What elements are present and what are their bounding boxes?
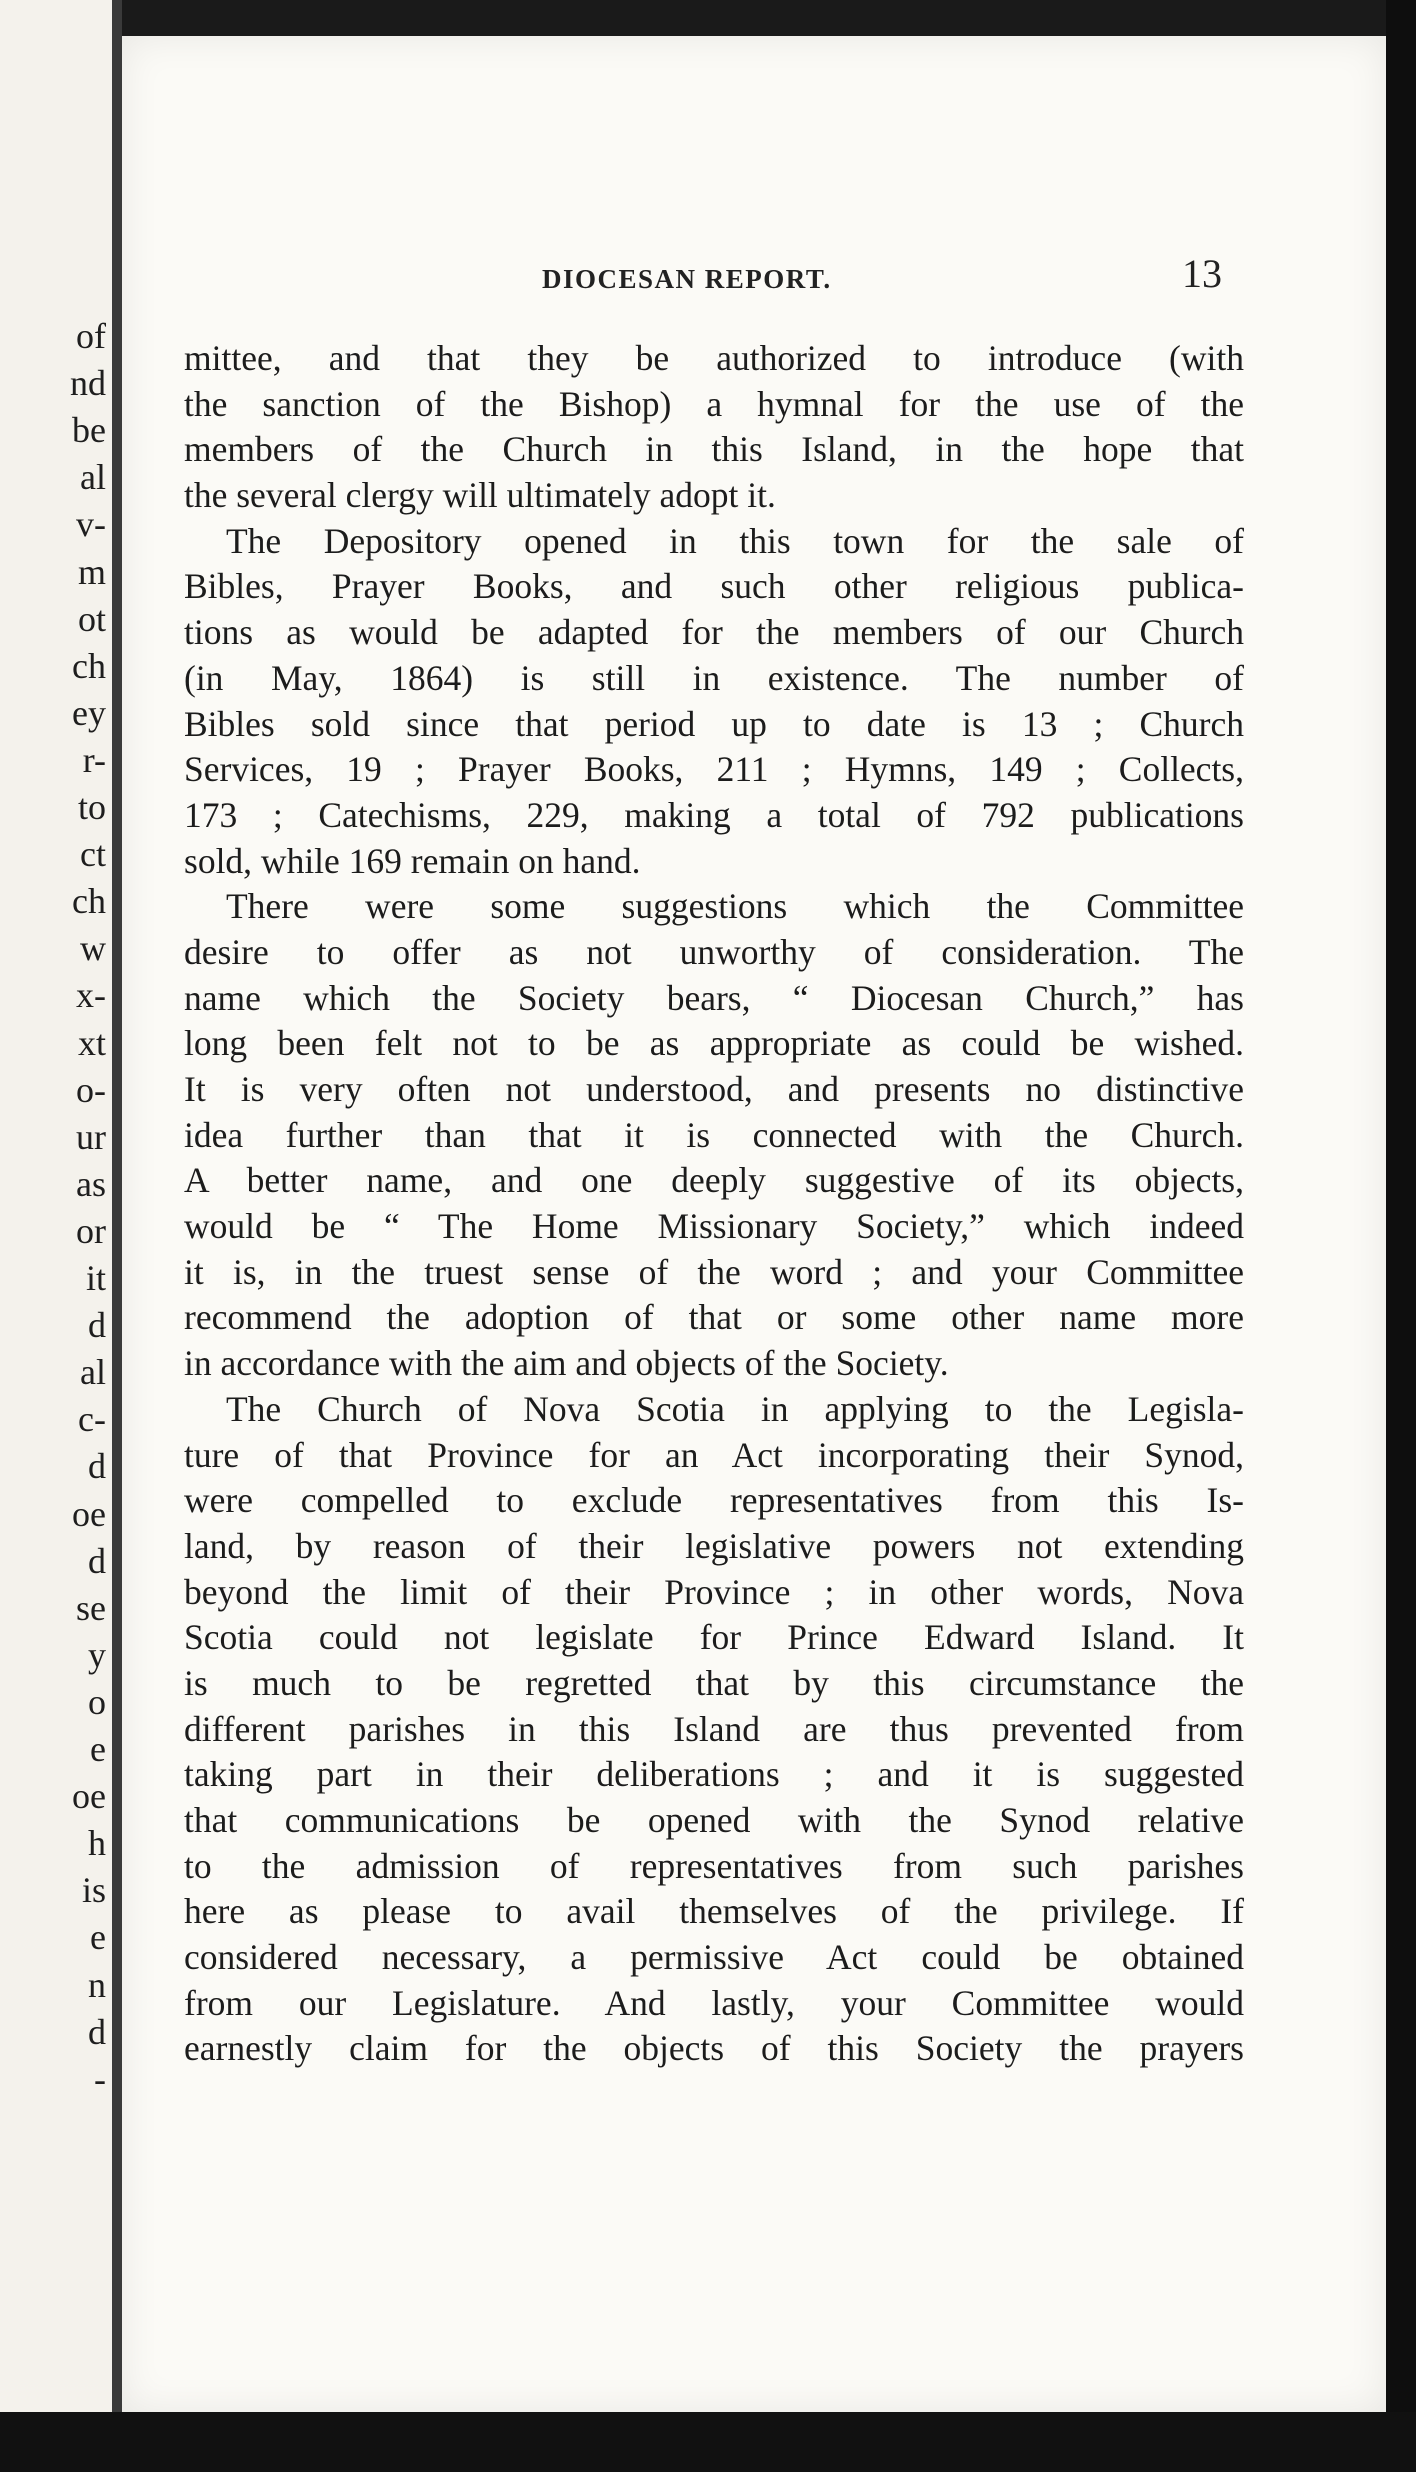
text-line: desire to offer as not unworthy of consideration. The <box>184 931 1244 972</box>
text-line: ture of that Province for an Act incorporating their Synod, <box>184 1434 1244 1475</box>
facing-page-fragment: to <box>77 787 106 827</box>
facing-page-fragment: d <box>88 1540 106 1581</box>
text-line: sold, while 169 remain on hand. <box>184 840 641 881</box>
text-line: to the admission of representatives from such parishes <box>184 1845 1244 1886</box>
text-line: mittee, and that they be authorized to introduce (with <box>184 338 1244 378</box>
facing-page-fragment: v- <box>76 504 106 545</box>
text-line: it is, in the truest sense of the word ; and your Committee <box>184 1251 1244 1292</box>
facing-page-fragment: of <box>76 316 106 356</box>
facing-page-fragment: n <box>88 1964 106 2005</box>
facing-page-fragment: m <box>77 551 106 592</box>
facing-page-fragment: ch <box>72 645 106 686</box>
facing-page-fragment: al <box>80 457 106 498</box>
text-line: from our Legislature. And lastly, your Committee would <box>184 1982 1244 2023</box>
facing-page-fragment: e <box>90 1729 106 1769</box>
running-head: DIOCESAN REPORT. <box>542 264 832 294</box>
facing-page-fragment: xt <box>77 1022 106 1063</box>
text-line: would be “ The Home Missionary Society,” which indeed <box>184 1206 1244 1247</box>
text-line: Scotia could not legislate for Prince Edward Island. It <box>184 1617 1244 1658</box>
facing-page-fragment: h <box>88 1823 106 1864</box>
text-line: different parishes in this Island are thus prevented from <box>184 1708 1244 1749</box>
text-line: taking part in their deliberations ; and it is suggested <box>184 1754 1244 1795</box>
facing-page-fragment: se <box>76 1587 106 1628</box>
text-line: earnestly claim for the objects of this Society the prayers <box>184 2028 1244 2069</box>
facing-page-fragment: - <box>94 2058 106 2099</box>
facing-page-fragment: is <box>81 1870 106 1911</box>
facing-page-fragment: ey <box>72 692 106 733</box>
facing-page-fragment: be <box>72 410 106 451</box>
text-line: idea further than that it is connected with the Church. <box>184 1114 1244 1155</box>
document-page <box>122 36 1386 2412</box>
text-line: tions as would be adapted for the members of our Church <box>184 612 1244 653</box>
facing-page-fragment: ch <box>72 881 106 922</box>
facing-page-fragment: d <box>88 2011 106 2052</box>
text-line: Bibles sold since that period up to date is 13 ; Church <box>184 703 1244 744</box>
text-line: in accordance with the aim and objects of the Society. <box>184 1343 949 1384</box>
text-line: here as please to avail themselves of the privilege. If <box>184 1891 1244 1932</box>
facing-page-fragment: o- <box>76 1069 106 1110</box>
text-line: is much to be regretted that by this circumstance the <box>184 1662 1244 1703</box>
text-line: It is very often not understood, and presents no distinctive <box>184 1069 1244 1109</box>
text-line: members of the Church in this Island, in the hope that <box>184 429 1244 470</box>
facing-page-fragment: w <box>80 928 106 969</box>
text-line: considered necessary, a permissive Act could be obtained <box>184 1937 1244 1978</box>
text-line: The Church of Nova Scotia in applying to the Legisla- <box>226 1388 1244 1429</box>
text-line: recommend the adoption of that or some other name more <box>184 1297 1244 1338</box>
facing-page-fragment: ct <box>80 834 106 875</box>
text-line: A better name, and one deeply suggestive of its objects, <box>184 1160 1244 1201</box>
text-line: that communications be opened with the Synod relative <box>184 1800 1244 1840</box>
facing-page-fragment: r- <box>82 739 106 780</box>
facing-page-fragment: o <box>88 1681 106 1722</box>
text-line: Bibles, Prayer Books, and such other religious publica- <box>184 566 1244 607</box>
text-line: 173 ; Catechisms, 229, making a total of 792 publications <box>184 794 1244 835</box>
facing-page-fragment: as <box>76 1163 106 1204</box>
facing-page-fragment: oe <box>72 1493 106 1534</box>
page-header <box>122 246 1386 306</box>
facing-page-fragment: it <box>85 1258 106 1298</box>
text-line: (in May, 1864) is still in existence. The number of <box>184 657 1244 698</box>
scan-edge-bottom <box>0 2412 1416 2472</box>
facing-page-strip <box>0 0 115 2412</box>
facing-page-fragment: al <box>80 1352 106 1393</box>
facing-page-fragment: d <box>88 1446 106 1487</box>
page-number: 13 <box>1182 251 1222 296</box>
text-line: long been felt not to be as appropriate as could be wished. <box>184 1023 1244 1064</box>
facing-page-fragment: d <box>88 1305 106 1346</box>
facing-page-fragment: x- <box>76 975 106 1016</box>
book-gutter <box>112 0 122 2440</box>
facing-page-fragment: ur <box>76 1116 106 1157</box>
facing-page-fragment: c- <box>78 1399 106 1440</box>
facing-page-fragment: or <box>76 1210 106 1251</box>
text-line: were compelled to exclude representatives from this Is- <box>184 1480 1244 1521</box>
facing-page-fragment: ot <box>77 598 106 639</box>
text-line: land, by reason of their legislative powers not extending <box>184 1525 1244 1566</box>
text-line: The Depository opened in this town for the sale of <box>226 520 1244 561</box>
text-line: the sanction of the Bishop) a hymnal for the use of the <box>184 383 1244 424</box>
text-line: There were some suggestions which the Committee <box>226 886 1244 927</box>
facing-page-fragment: oe <box>72 1776 106 1817</box>
text-line: name which the Society bears, “ Diocesan Church,” has <box>184 977 1244 1018</box>
text-line: beyond the limit of their Province ; in other words, Nova <box>184 1571 1244 1612</box>
body-text <box>184 336 1244 2072</box>
facing-page-fragment: e <box>90 1917 106 1958</box>
text-line: the several clergy will ultimately adopt it. <box>184 475 776 516</box>
scan-edge-right <box>1386 0 1416 2472</box>
facing-page-fragment: nd <box>70 363 106 404</box>
text-line: Services, 19 ; Prayer Books, 211 ; Hymns, 149 ; Collects, <box>184 749 1244 790</box>
facing-page-fragment: y <box>88 1634 106 1675</box>
